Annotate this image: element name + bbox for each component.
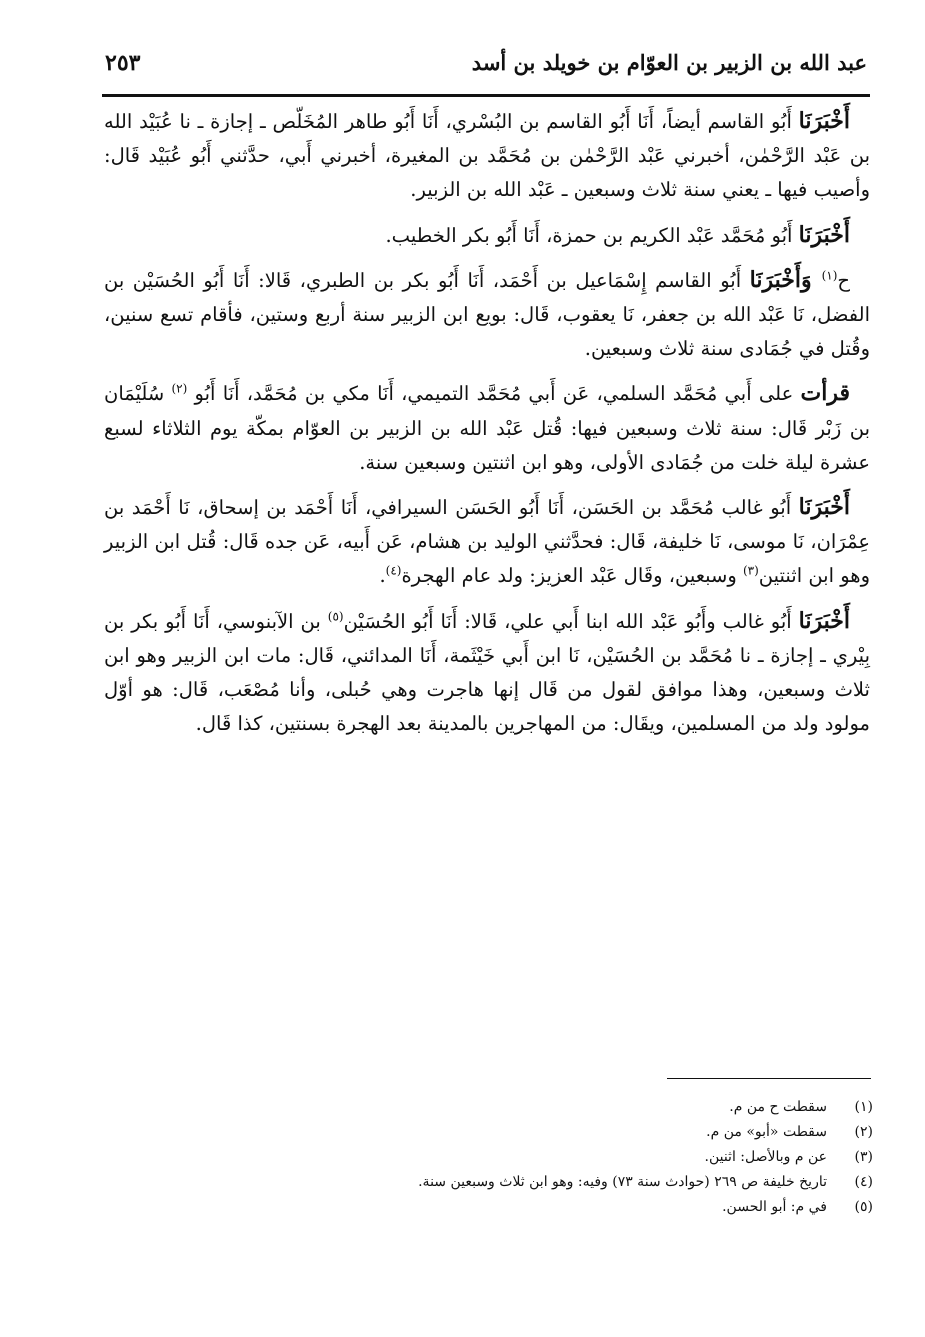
paragraph-6 [104, 604, 870, 742]
paragraph-text-cont: وسبعين، وقَال عَبْد العزيز: ولد عام الهجرة [401, 564, 743, 588]
narration-keyword: وَأَخْبَرَنَا [749, 266, 822, 293]
footnote-number: (٢) [854, 1124, 873, 1140]
paragraph-2 [104, 218, 870, 253]
paragraph-5 [104, 490, 870, 594]
tahwil-marker: ح [837, 268, 850, 292]
narration-keyword: أَخْبَرَنَا [798, 607, 850, 634]
narration-keyword: قرأت [800, 380, 850, 407]
footnote-number: (١) [854, 1099, 873, 1115]
paragraph-text-end: . [379, 564, 386, 588]
footnote-text: سقطت ح من م. [729, 1099, 827, 1115]
narration-keyword: أَخْبَرَنَا [798, 108, 850, 134]
footnote-ref: (٢) [171, 381, 188, 396]
footnote-text: في م: أبو الحسن. [722, 1199, 827, 1215]
footnote-text: سقطت «أبو» من م. [706, 1124, 827, 1140]
footnote-ref: (٥) [327, 609, 344, 624]
footnote-number: (٤) [854, 1174, 873, 1190]
paragraph-text-cont: سُلَيْمَان بن زَبْر قَال: سنة ثلاث وسبعين فيها: قُتل عَبْد الله بن الزبير بن العوّام بمكّة يوم الثلاثاء لسبع عشرة ليلة خلت من جُمَادى الأولى، وهو ابن اثنتين وسبعين سنة. [104, 382, 870, 474]
running-title: عبد الله بن الزبير بن العوّام بن خويلد بن أسد [471, 50, 867, 75]
paragraph-text: أَبُو غالب مُحَمَّد بن الحَسَن، أَنَا أَبُو الحَسَن السيرافي، أَنَا أَحْمَد بن إسحاق، نَا أَحْمَد بن عِمْرَان، نَا موسى، نَا خليفة، قَال: فحدَّثني الوليد بن هشام، عَن أَبيه، عَن جده قَال: قُتل ابن الزبير وهو ابن اثنتين [104, 496, 870, 588]
footnote-ref: (١) [821, 268, 838, 283]
narration-keyword: أَخْبَرَنَا [798, 494, 850, 521]
footnote-text: عن م وبالأصل: اثنين. [704, 1149, 827, 1165]
page-number: ٢٥٣ [105, 50, 141, 76]
paragraph-3 [104, 263, 870, 367]
footnote-item [93, 1170, 873, 1195]
footnote-number: (٥) [854, 1199, 873, 1215]
footnote-number: (٣) [854, 1149, 873, 1165]
footnote-ref: (٣) [742, 563, 759, 578]
footnote-item [93, 1145, 873, 1170]
footnote-rule [667, 1078, 871, 1079]
header-rule [102, 94, 870, 97]
footnote-text: تاريخ خليفة ص ٢٦٩ (حوادث سنة ٧٣) وفيه: وهو ابن ثلاث وسبعين سنة. [418, 1174, 827, 1190]
footnotes [93, 1095, 873, 1220]
paragraph-text: أَبُو مُحَمَّد عَبْد الكريم بن حمزة، أَنَا أَبُو بكر الخطيب. [385, 223, 799, 247]
footnote-ref: (٤) [385, 563, 402, 578]
paragraph-1 [104, 104, 870, 208]
footnote-item [93, 1195, 873, 1220]
footnote-item [93, 1120, 873, 1145]
main-text [104, 104, 870, 751]
footnote-item [93, 1095, 873, 1120]
paragraph-text: أَبُو القاسم أيضاً، أَنَا أَبُو القاسم بن البُسْري، أَنَا أَبُو طاهر المُخَلّص ـ إجازة ـ نا عُبَيْد الله بن عَبْد الرَّحْمٰن، أخبرني عَبْد الرَّحْمٰن بن مُحَمَّد بن المغيرة، أخبرني أَبي، حدَّثني أَبُو عُبَيْد قَال: وأصيب فيها ـ يعني سنة ثلاث وسبعين ـ عَبْد الله بن الزبير. [104, 110, 870, 202]
paragraph-text: أَبُو غالب وأَبُو عَبْد الله ابنا أَبي علي، قَالا: أَنَا أَبُو الحُسَيْن [343, 609, 799, 633]
paragraph-4 [104, 376, 870, 480]
paragraph-text: على أَبي مُحَمَّد السلمي، عَن أَبي مُحَمَّد التميمي، أَنَا مكي بن مُحَمَّد، أَنَا أَبُو [187, 382, 801, 406]
paragraph-text: أَبُو القاسم إِسْمَاعيل بن أَحْمَد، أَنَا أَبُو بكر بن الطبري، قَالا: أَنَا أَبُو الحُسَيْن بن الفضل، نَا عَبْد الله بن جعفر، نَا يعقوب، قَال: بويع ابن الزبير سنة أربع وستين، فأقام تسع سنين، وقُتل في جُمَادى سنة ثلاث وسبعين. [104, 268, 870, 361]
narration-keyword: أَخْبَرَنَا [798, 221, 850, 248]
paragraph-text-cont: بن الآبنوسي، أَنَا أَبُو بكر بن بِيْري ـ إجازة ـ نا مُحَمَّد بن الحُسَيْن، نَا ابن أَبي خَيْثَمة، أَنَا المدائني، قَال: مات ابن الزبير وهو ابن ثلاث وسبعين، وهذا موافق لقول من قَال إنها هاجرت وهي حُبلى، وأنا مُصْعَب، قَال: هو أوّل مولود ولد من المسلمين، ويقَال: من المهاجرين بالمدينة بعد الهجرة بسنتين، كذا قَال. [104, 609, 870, 736]
